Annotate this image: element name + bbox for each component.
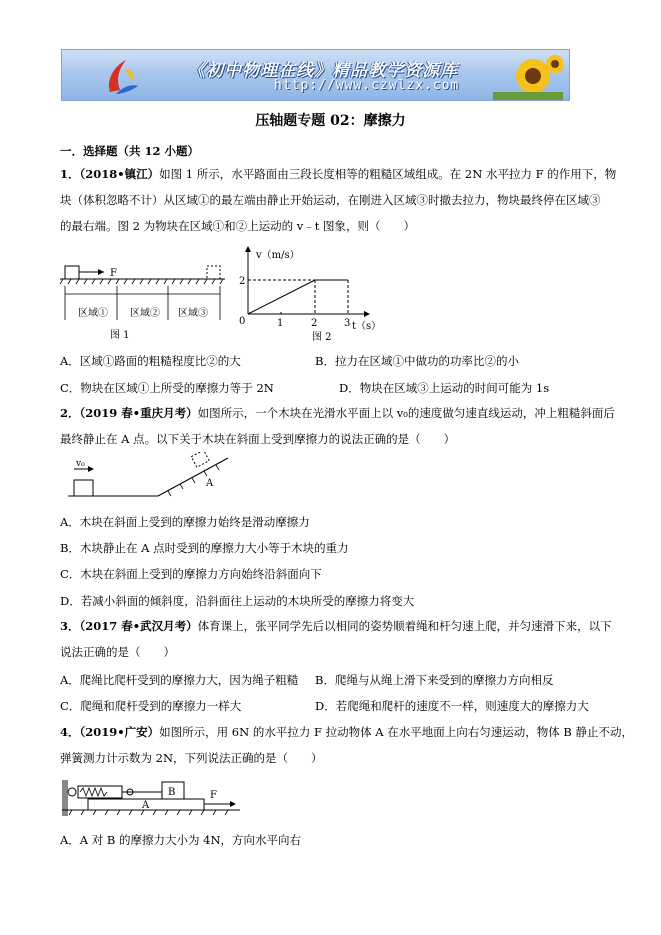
q2-source: （2019 春•重庆月考） bbox=[79, 406, 198, 420]
question-1-line-3: 的最右端。图 2 为物块在区域①和②上运动的 v﹣t 图象，则（ ） bbox=[60, 219, 416, 233]
question-4-line-2: 弹簧测力计示数为 2N，下列说法正确的是（ ） bbox=[60, 751, 323, 765]
banner-url: http://www.czwlzx.com bbox=[274, 78, 460, 93]
block-b-label: B bbox=[168, 787, 176, 798]
banner-title: 《初中物理在线》精品教学资源库 bbox=[188, 61, 458, 81]
q2-number: 2． bbox=[60, 406, 80, 420]
x-tick-3: 3 bbox=[344, 318, 351, 329]
q2-option-c[interactable]: C．木块在斜面上受到的摩擦力方向始终沿斜面向下 bbox=[60, 567, 322, 581]
q1-source: （2018•镇江） bbox=[79, 167, 160, 181]
q2-option-b[interactable]: B．木块静止在 A 点时受到的摩擦力大小等于木块的重力 bbox=[60, 541, 349, 555]
question-1-line-1 bbox=[60, 167, 616, 181]
q2-option-a[interactable]: A．木块在斜面上受到的摩擦力始终是滑动摩擦力 bbox=[60, 515, 310, 529]
q1-option-b[interactable]: B．拉力在区域①中做功的功率比②的小 bbox=[315, 354, 519, 368]
q4-figure-spring-scale bbox=[62, 774, 240, 822]
q1-figure-2-vt-graph bbox=[228, 246, 398, 342]
q1-option-c[interactable]: C．物块在区域①上所受的摩擦力等于 2N bbox=[60, 381, 274, 395]
logo-icon bbox=[102, 56, 140, 96]
section-heading: 一．选择题（共 12 小题） bbox=[60, 144, 200, 158]
question-2-line-2: 最终静止在 A 点。以下关于木块在斜面上受到摩擦力的说法正确的是（ ） bbox=[60, 432, 456, 446]
q3-option-a[interactable]: A．爬绳比爬杆受到的摩擦力大，因为绳子粗糙 bbox=[60, 673, 299, 687]
dashed-block bbox=[207, 266, 220, 279]
q1-option-a[interactable]: A．区域①路面的粗糙程度比②的大 bbox=[60, 354, 241, 368]
v-axis-label: v（m/s） bbox=[256, 250, 300, 261]
figure-2-caption: 图 2 bbox=[312, 332, 332, 342]
origin-label: 0 bbox=[239, 316, 246, 327]
wood-block bbox=[74, 480, 93, 496]
q3-text-1: 体育课上，张平同学先后以相同的姿势顺着绳和杆匀速上爬，并匀速滑下来，以下 bbox=[197, 619, 612, 633]
region-1-label: 区域① bbox=[78, 308, 108, 319]
y-tick-2: 2 bbox=[239, 276, 246, 287]
question-4-line-1 bbox=[60, 725, 633, 739]
region-3-label: 区域③ bbox=[178, 308, 208, 319]
q3-option-b[interactable]: B．爬绳与从绳上滑下来受到的摩擦力方向相反 bbox=[315, 673, 554, 687]
x-tick-1: 1 bbox=[277, 318, 284, 329]
q4-option-a[interactable]: A．A 对 B 的摩擦力大小为 4N，方向水平向右 bbox=[60, 833, 302, 847]
sunflower-image bbox=[493, 54, 563, 100]
page-title: 压轴题专题 02：摩擦力 bbox=[255, 113, 406, 129]
q4-number: 4． bbox=[60, 725, 80, 739]
x-tick-2: 2 bbox=[311, 318, 318, 329]
q3-option-c[interactable]: C．爬绳和爬杆受到的摩擦力一样大 bbox=[60, 699, 242, 713]
t-axis-label: t（s） bbox=[352, 321, 382, 332]
figure-1-caption: 图 1 bbox=[110, 330, 130, 341]
q1-number: 1． bbox=[60, 167, 80, 181]
q3-source: （2017 春•武汉月考） bbox=[79, 619, 198, 633]
question-1-line-2: 块（体积忽略不计）从区域①的最左端由静止开始运动，在刚进入区域③时撤去拉力，物块最终停在区域③ bbox=[60, 193, 601, 207]
q1-figure-1 bbox=[60, 258, 230, 343]
q4-text-1: 如图所示，用 6N 的水平拉力 F 拉动物体 A 在水平地面上向右匀速运动，物体 B 静止不动， bbox=[159, 725, 633, 739]
q2-text-1: 如图所示，一个木块在光滑水平面上以 v₀的速度做匀速直线运动，冲上粗糙斜面后 bbox=[197, 406, 615, 420]
q3-number: 3． bbox=[60, 619, 80, 633]
header-banner bbox=[61, 49, 570, 101]
q1-option-d[interactable]: D．物块在区域③上运动的时间可能为 1s bbox=[339, 381, 550, 395]
dashed-block bbox=[191, 452, 209, 467]
question-2-line-1 bbox=[60, 406, 615, 420]
q4-source: （2019•广安） bbox=[79, 725, 160, 739]
point-a-label: A bbox=[206, 478, 214, 489]
q2-figure-incline bbox=[68, 452, 243, 502]
question-3-line-2: 说法正确的是（ ） bbox=[60, 645, 175, 659]
q3-option-d[interactable]: D．若爬绳和爬杆的速度不一样，则速度大的摩擦力大 bbox=[315, 699, 589, 713]
block bbox=[65, 266, 79, 279]
block-a-label: A bbox=[142, 800, 150, 811]
q1-text-1: 如图 1 所示，水平路面由三段长度相等的粗糙区域组成。在 2N 水平拉力 F 的作用下，物 bbox=[159, 167, 617, 181]
q2-option-d[interactable]: D．若减小斜面的倾斜度，沿斜面往上运动的木块所受的摩擦力将变大 bbox=[60, 594, 415, 608]
region-2-label: 区域② bbox=[130, 308, 160, 319]
force-label: F bbox=[210, 790, 217, 801]
question-3-line-1 bbox=[60, 619, 612, 633]
force-label: F bbox=[110, 268, 117, 279]
v0-label: v₀ bbox=[76, 459, 85, 469]
